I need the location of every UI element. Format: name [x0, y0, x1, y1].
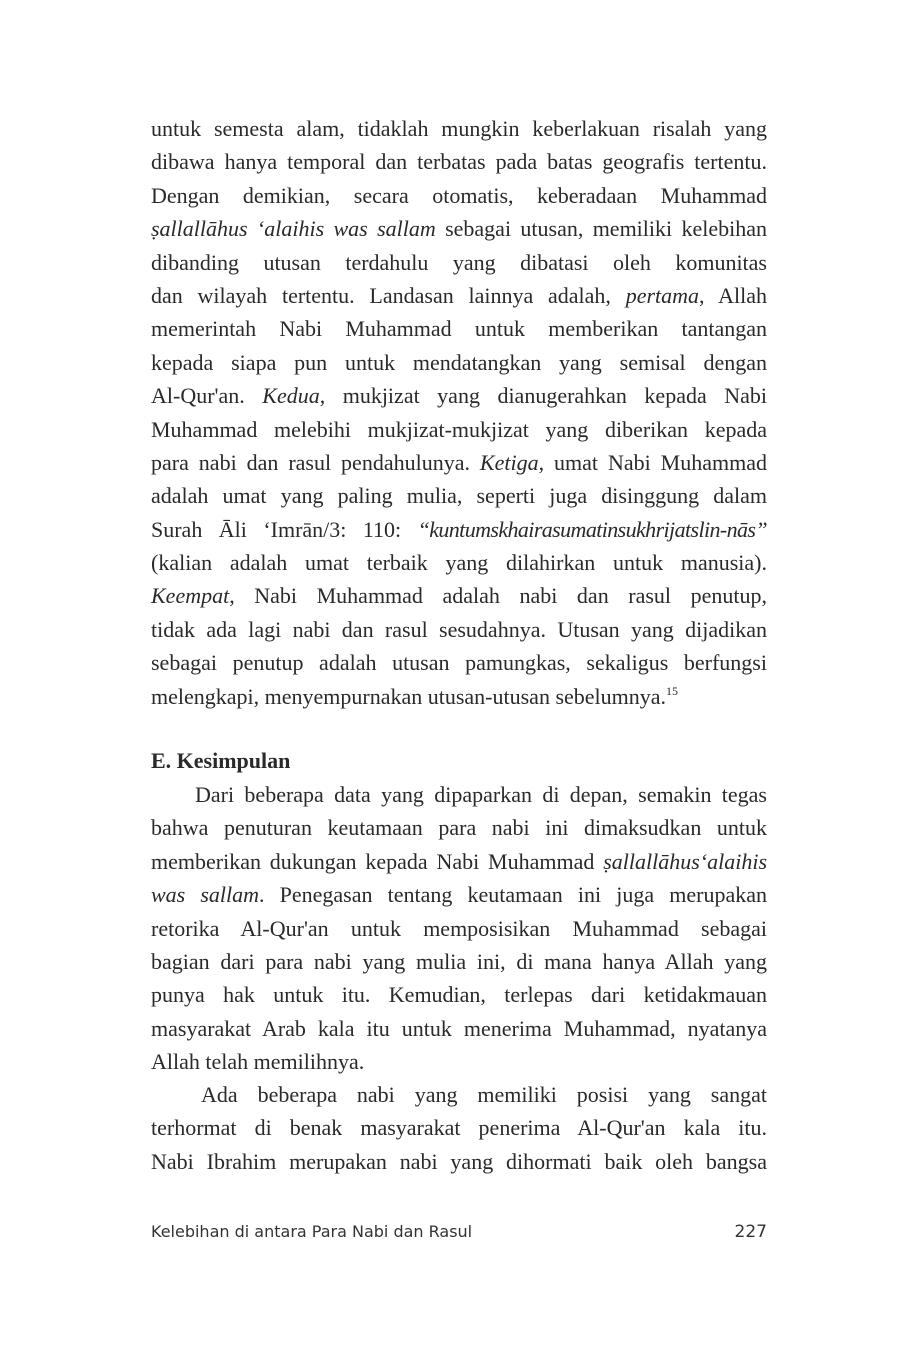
text-line: [151, 379, 767, 412]
text-line: sebagai penutup adalah utusan pamungkas, sekaligus berfungsi: [151, 650, 767, 676]
text-run: para nabi dan rasul pendahulunya.: [151, 449, 480, 475]
footnote-reference[interactable]: 15: [666, 683, 679, 698]
text-line: [151, 446, 767, 479]
text-line: masyarakat Arab kala itu untuk menerima Muhammad, nyatanya: [151, 1015, 767, 1041]
emphasis-italic: pertama: [625, 282, 700, 308]
text-line: dibawa hanya temporal dan terbatas pada batas geografis tertentu.: [151, 149, 767, 175]
text-run: , mukjizat yang dianugerahkan kepada Nabi: [319, 383, 767, 409]
quran-transliteration: “kuntumskhairasumatinsukhrijatslin-nās”: [417, 516, 767, 542]
text-run: melengkapi, menyempurnakan utusan-utusan sebelumnya.: [151, 683, 667, 709]
text-run: . Penegasan tentang keutamaan ini juga merupakan: [259, 882, 767, 908]
text-line: kepada siapa pun untuk mendatangkan yang semisal dengan: [151, 349, 767, 375]
text-line: tidak ada lagi nabi dan rasul sesudahnya. Utusan yang dijadikan: [151, 616, 767, 642]
text-line: memerintah Nabi Muhammad untuk memberikan tantangan: [151, 316, 767, 342]
text-line: Dengan demikian, secara otomatis, keberadaan Muhammad: [151, 182, 767, 208]
text-line: Dari beberapa data yang dipaparkan di depan, semakin tegas: [195, 782, 767, 807]
emphasis-italic: Kedua: [262, 383, 320, 409]
text-line: Allah telah memilihnya.: [151, 1049, 365, 1075]
honorific-italic: ṣallallāhus‘alaihis: [603, 848, 767, 874]
paragraph-3: [151, 1078, 767, 1178]
text-line: punya hak untuk itu. Kemudian, terlepas dari ketidakmauan: [151, 982, 767, 1008]
text-run: sebagai utusan, memiliki kelebihan: [435, 216, 767, 242]
text-run: dan wilayah tertentu. Landasan lainnya adalah,: [151, 282, 626, 308]
text-line: [151, 279, 767, 312]
page-footer: [151, 1222, 767, 1242]
running-title: Kelebihan di antara Para Nabi dan Rasul: [151, 1222, 473, 1241]
text-line: dibanding utusan terdahulu yang dibatasi oleh komunitas: [151, 249, 767, 275]
text-line: adalah umat yang paling mulia, seperti juga disinggung dalam: [151, 483, 767, 509]
paragraph-1: [151, 112, 767, 713]
text-line: bahwa penuturan keutamaan para nabi ini dimaksudkan untuk: [151, 815, 767, 841]
text-line: bagian dari para nabi yang mulia ini, di mana hanya Allah yang: [151, 948, 767, 974]
page-number: 227: [734, 1222, 767, 1242]
section-heading: E. Kesimpulan: [151, 748, 291, 773]
emphasis-italic: Keempat: [151, 583, 230, 609]
text-line: [151, 878, 767, 911]
text-line: [151, 680, 767, 713]
text-line: [151, 513, 767, 546]
text-line: [151, 845, 767, 878]
honorific-italic: was sallam: [151, 882, 260, 908]
paragraph-2: [151, 778, 767, 1079]
text-line: (kalian adalah umat terbaik yang dilahirkan untuk manusia).: [151, 550, 767, 576]
text-line: retorika Al-Qur'an untuk memposisikan Muhammad sebagai: [151, 915, 767, 941]
text-run: , Nabi Muhammad adalah nabi dan rasul penutup,: [229, 583, 767, 609]
emphasis-italic: Ketiga: [479, 449, 539, 475]
text-line: terhormat di benak masyarakat penerima Al-Qur'an kala itu.: [151, 1115, 767, 1141]
text-run: , Allah: [699, 282, 767, 308]
text-line: Muhammad melebihi mukjizat-mukjizat yang diberikan kepada: [151, 416, 767, 442]
text-run: , umat Nabi Muhammad: [538, 449, 767, 475]
text-run: memberikan dukungan kepada Nabi Muhammad: [151, 848, 604, 874]
text-line: [151, 212, 767, 245]
honorific-italic: ṣallallāhus ‘alaihis was sallam: [151, 216, 436, 242]
text-run: Al-Qur'an.: [151, 383, 263, 409]
text-line: Ada beberapa nabi yang memiliki posisi yang sangat: [201, 1082, 767, 1107]
text-run: Surah Āli ‘Imrān/3: 110:: [151, 516, 418, 542]
text-line: Nabi Ibrahim merupakan nabi yang dihormati baik oleh bangsa: [151, 1148, 767, 1174]
text-line: untuk semesta alam, tidaklah mungkin keberlakuan risalah yang: [151, 116, 767, 141]
text-line: [151, 579, 767, 612]
